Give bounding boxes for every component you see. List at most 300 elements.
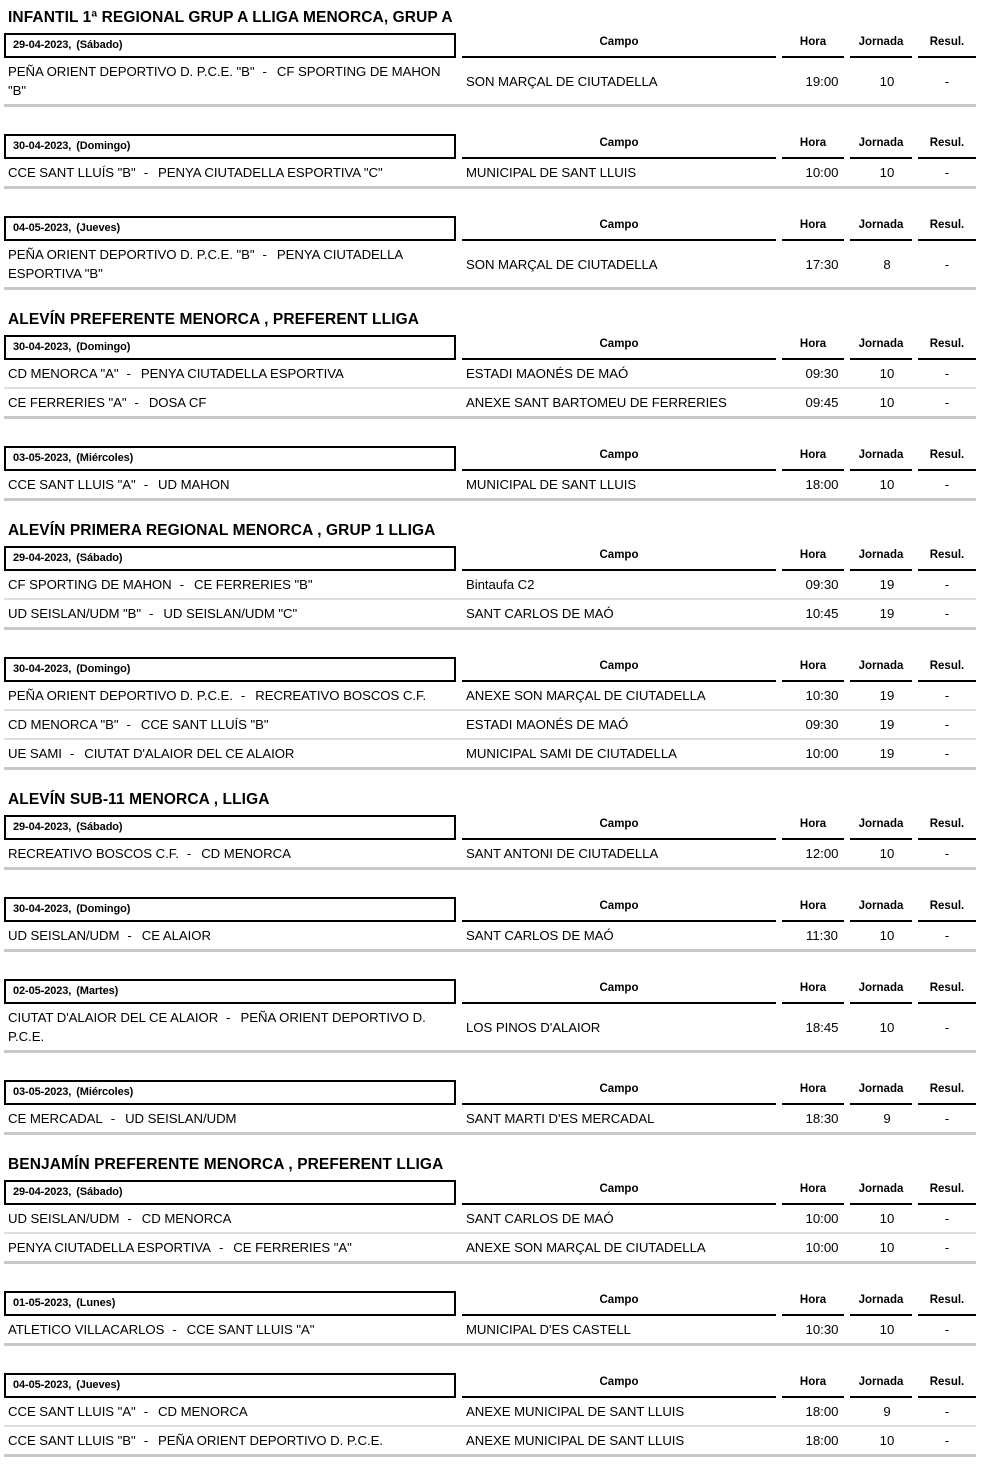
away-team: CD MENORCA [158,1404,248,1419]
away-team: PEÑA ORIENT DEPORTIVO D. P.C.E. [8,1010,426,1044]
versus-separator: - [262,247,267,262]
match-matchday: 9 [883,1111,891,1126]
day-of-week: (Sábado) [76,1186,123,1198]
match-venue: ESTADI MAONÉS DE MAÓ [466,717,629,732]
column-header-campo: Campo [462,897,776,922]
date-label [4,657,456,682]
versus-separator: - [172,1322,177,1337]
column-header-hora: Hora [782,134,844,159]
match-row[interactable] [4,600,976,627]
match-row[interactable] [4,922,976,949]
match-venue: ANEXE MUNICIPAL DE SANT LLUIS [466,1404,685,1419]
column-header-jornada: Jornada [850,815,912,840]
match-venue: SON MARÇAL DE CIUTADELLA [466,256,658,272]
date-block [4,1179,976,1264]
match-teams [4,571,456,598]
date-value: 30-04-2023, [13,663,72,675]
versus-separator: - [69,746,75,761]
column-header-hora: Hora [782,1180,844,1205]
match-venue: ESTADI MAONÉS DE MAÓ [466,366,629,381]
column-header-jornada: Jornada [850,546,912,571]
versus-separator: - [218,1240,224,1255]
match-result: - [944,256,950,272]
column-header-hora: Hora [782,657,844,682]
match-time: 09:45 [805,395,839,410]
away-team: CF SPORTING DE MAHON "B" [8,64,441,98]
match-row[interactable] [4,840,976,867]
day-of-week: (Miércoles) [76,1086,134,1098]
column-header-resul: Resul. [918,1373,976,1398]
day-of-week: (Jueves) [76,222,121,234]
match-venue: SANT MARTI D'ES MERCADAL [466,1111,655,1126]
match-matchday: 9 [883,1404,891,1419]
match-teams [4,600,456,627]
match-teams [4,840,456,867]
block-header [4,1179,976,1205]
away-team: DOSA CF [148,395,207,410]
date-block [4,334,976,419]
versus-separator: - [127,1211,132,1226]
date-block [4,545,976,630]
date-block [4,32,976,107]
match-time: 17:30 [805,256,839,272]
column-header-campo: Campo [462,1373,776,1398]
match-result: - [944,746,950,761]
day-of-week: (Sábado) [76,39,123,51]
block-header [4,1372,976,1398]
match-time: 10:30 [805,1322,839,1337]
match-matchday: 10 [879,1211,895,1226]
day-of-week: (Sábado) [76,821,123,833]
match-venue: SANT CARLOS DE MAÓ [466,606,614,621]
block-header [4,215,976,241]
match-venue: MUNICIPAL DE SANT LLUIS [466,165,637,180]
column-header-resul: Resul. [918,657,976,682]
match-row[interactable] [4,471,976,498]
match-time: 18:00 [805,1433,839,1448]
date-value: 02-05-2023, [13,985,72,997]
match-row[interactable] [4,711,976,740]
match-venue: SANT CARLOS DE MAÓ [466,1211,614,1226]
match-result: - [944,688,950,703]
match-row[interactable] [4,682,976,711]
match-teams [4,711,456,738]
column-header-campo: Campo [462,546,776,571]
date-value: 29-04-2023, [13,39,72,51]
date-label [4,897,456,922]
date-value: 03-05-2023, [13,452,72,464]
away-team: UD SEISLAN/UDM "C" [163,606,298,621]
column-header-hora: Hora [782,1373,844,1398]
match-time: 18:45 [805,1019,839,1035]
versus-separator: - [143,165,149,180]
match-row[interactable] [4,1234,976,1261]
date-label [4,134,456,159]
match-matchday: 19 [879,606,895,621]
day-of-week: (Sábado) [76,552,123,564]
date-label [4,33,456,58]
date-block [4,814,976,870]
column-header-campo: Campo [462,815,776,840]
match-teams [4,1205,456,1232]
day-of-week: (Domingo) [76,663,131,675]
date-block [4,896,976,952]
versus-separator: - [262,64,267,79]
match-matchday: 10 [879,1322,895,1337]
away-team: CCE SANT LLUÍS "B" [140,717,269,732]
match-time: 18:00 [805,1404,839,1419]
home-team: UE SAMI [8,746,62,761]
date-block [4,133,976,189]
away-team: CE FERRERIES "A" [233,1240,352,1255]
column-header-resul: Resul. [918,134,976,159]
date-block [4,215,976,290]
date-label [4,979,456,1004]
match-time: 10:00 [805,1211,839,1226]
date-block [4,1290,976,1346]
column-header-campo: Campo [462,33,776,58]
versus-separator: - [110,1111,116,1126]
match-row[interactable] [4,58,976,104]
match-result: - [944,606,950,621]
match-matchday: 19 [879,746,895,761]
home-team: CCE SANT LLUIS "A" [8,1404,136,1419]
column-header-jornada: Jornada [850,1180,912,1205]
match-teams [4,159,456,186]
match-row[interactable] [4,1105,976,1132]
block-header [4,1290,976,1316]
date-value: 04-05-2023, [13,1379,72,1391]
versus-separator: - [126,366,131,381]
match-matchday: 10 [879,1019,895,1035]
away-team: CE FERRERIES "B" [193,577,313,592]
competition-section [4,1149,976,1457]
column-header-resul: Resul. [918,546,976,571]
column-header-resul: Resul. [918,216,976,241]
match-row[interactable] [4,1004,976,1050]
match-result: - [944,1111,950,1126]
date-value: 30-04-2023, [13,903,72,915]
match-result: - [944,1240,950,1255]
match-row[interactable] [4,159,976,186]
home-team: UD SEISLAN/UDM [8,1211,120,1226]
away-team: CE ALAIOR [141,928,211,943]
date-label [4,1080,456,1105]
day-of-week: (Domingo) [76,341,131,353]
column-header-jornada: Jornada [850,1373,912,1398]
column-header-resul: Resul. [918,979,976,1004]
match-venue: MUNICIPAL D'ES CASTELL [466,1322,631,1337]
column-header-hora: Hora [782,546,844,571]
match-time: 12:00 [805,846,839,861]
column-header-hora: Hora [782,216,844,241]
away-team: PENYA CIUTADELLA ESPORTIVA [140,366,344,381]
match-row[interactable] [4,740,976,767]
date-block [4,1372,976,1457]
block-header [4,334,976,360]
column-header-hora: Hora [782,446,844,471]
match-result: - [944,477,950,492]
column-header-resul: Resul. [918,335,976,360]
home-team: CCE SANT LLUÍS "B" [8,165,136,180]
column-header-jornada: Jornada [850,216,912,241]
match-time: 19:00 [805,73,839,89]
column-header-resul: Resul. [918,446,976,471]
date-value: 30-04-2023, [13,341,72,353]
home-team: PEÑA ORIENT DEPORTIVO D. P.C.E. "B" [8,64,255,79]
versus-separator: - [186,846,192,861]
match-result: - [944,1019,950,1035]
match-result: - [944,577,950,592]
date-label [4,815,456,840]
column-header-hora: Hora [782,1291,844,1316]
column-header-jornada: Jornada [850,979,912,1004]
column-header-hora: Hora [782,897,844,922]
match-venue: MUNICIPAL SAMI DE CIUTADELLA [466,746,677,761]
match-time: 10:00 [805,165,839,180]
match-teams [4,1316,456,1343]
match-matchday: 19 [879,717,895,732]
match-time: 09:30 [805,366,839,381]
column-header-hora: Hora [782,335,844,360]
home-team: CE FERRERIES "A" [8,395,127,410]
match-teams [4,360,456,387]
match-teams [4,740,456,767]
block-header [4,978,976,1004]
competition-section [4,6,976,290]
match-teams [4,58,456,104]
away-team: PEÑA ORIENT DEPORTIVO D. P.C.E. [158,1433,383,1448]
block-header [4,1079,976,1105]
versus-separator: - [240,688,246,703]
away-team: RECREATIVO BOSCOS C.F. [255,688,427,703]
competition-section [4,784,976,1135]
match-venue: SANT CARLOS DE MAÓ [466,928,614,943]
column-header-resul: Resul. [918,815,976,840]
date-block [4,445,976,501]
versus-separator: - [134,395,139,410]
day-of-week: (Lunes) [76,1297,116,1309]
home-team: CCE SANT LLUIS "B" [8,1433,136,1448]
match-time: 18:30 [805,1111,839,1126]
competition-section [4,304,976,501]
home-team: CD MENORCA "A" [8,366,119,381]
match-matchday: 19 [879,577,895,592]
match-result: - [944,717,950,732]
column-header-campo: Campo [462,1180,776,1205]
match-time: 11:30 [805,928,839,943]
column-header-resul: Resul. [918,897,976,922]
match-row[interactable] [4,571,976,600]
home-team: PENYA CIUTADELLA ESPORTIVA [8,1240,211,1255]
match-row[interactable] [4,1427,976,1454]
match-time: 09:30 [805,577,839,592]
match-matchday: 10 [879,928,895,943]
column-header-resul: Resul. [918,1180,976,1205]
column-header-resul: Resul. [918,33,976,58]
column-header-jornada: Jornada [850,897,912,922]
match-venue: ANEXE SON MARÇAL DE CIUTADELLA [466,1240,706,1255]
date-label [4,1180,456,1205]
home-team: CCE SANT LLUIS "A" [8,477,136,492]
date-block [4,1079,976,1135]
date-label [4,546,456,571]
match-row[interactable] [4,389,976,416]
home-team: CF SPORTING DE MAHON [8,577,172,592]
match-venue: Bintaufa C2 [466,577,535,592]
home-team: RECREATIVO BOSCOS C.F. [8,846,179,861]
match-matchday: 10 [879,846,895,861]
block-header [4,445,976,471]
away-team: PENYA CIUTADELLA ESPORTIVA "B" [8,247,403,281]
match-venue: ANEXE SANT BARTOMEU DE FERRERIES [466,395,727,410]
day-of-week: (Domingo) [76,903,131,915]
column-header-resul: Resul. [918,1291,976,1316]
match-matchday: 19 [879,688,895,703]
column-header-campo: Campo [462,1291,776,1316]
away-team: UD SEISLAN/UDM [125,1111,237,1126]
competition-title: ALEVÍN PREFERENTE MENORCA , PREFERENT LLIGA [8,311,420,328]
match-row[interactable] [4,1316,976,1343]
match-teams [4,1427,456,1454]
home-team: UD SEISLAN/UDM [8,928,120,943]
match-teams [4,471,456,498]
match-venue: ANEXE MUNICIPAL DE SANT LLUIS [466,1433,685,1448]
column-header-campo: Campo [462,657,776,682]
home-team: CE MERCADAL [8,1111,103,1126]
match-result: - [944,846,950,861]
column-header-jornada: Jornada [850,657,912,682]
versus-separator: - [143,1404,149,1419]
date-value: 03-05-2023, [13,1086,72,1098]
match-row[interactable] [4,360,976,389]
date-label [4,1291,456,1316]
match-teams [4,1004,456,1050]
home-team: CD MENORCA "B" [8,717,119,732]
column-header-campo: Campo [462,446,776,471]
match-matchday: 10 [879,165,895,180]
day-of-week: (Jueves) [76,1379,121,1391]
match-teams [4,682,456,709]
home-team: CIUTAT D'ALAIOR DEL CE ALAIOR [8,1010,219,1025]
match-teams [4,1398,456,1425]
versus-separator: - [126,717,131,732]
column-header-jornada: Jornada [850,1080,912,1105]
match-teams [4,922,456,949]
away-team: UD MAHON [158,477,230,492]
column-header-jornada: Jornada [850,335,912,360]
date-block [4,656,976,770]
versus-separator: - [127,928,132,943]
versus-separator: - [226,1010,231,1025]
away-team: CD MENORCA [141,1211,232,1226]
block-header [4,32,976,58]
match-time: 10:45 [805,606,839,621]
date-value: 29-04-2023, [13,821,72,833]
date-value: 30-04-2023, [13,140,72,152]
column-header-campo: Campo [462,1080,776,1105]
match-result: - [944,1211,950,1226]
match-row[interactable] [4,241,976,287]
match-venue: ANEXE SON MARÇAL DE CIUTADELLA [466,688,706,703]
day-of-week: (Domingo) [76,140,131,152]
match-matchday: 10 [879,73,895,89]
column-header-resul: Resul. [918,1080,976,1105]
match-time: 18:00 [805,477,839,492]
match-teams [4,1105,456,1132]
match-matchday: 10 [879,395,895,410]
column-header-jornada: Jornada [850,33,912,58]
away-team: CCE SANT LLUIS "A" [186,1322,315,1337]
column-header-campo: Campo [462,335,776,360]
match-time: 10:00 [805,1240,839,1255]
versus-separator: - [149,606,154,621]
date-block [4,978,976,1053]
away-team: PENYA CIUTADELLA ESPORTIVA "C" [158,165,383,180]
match-matchday: 10 [879,1433,895,1448]
date-label [4,216,456,241]
home-team: UD SEISLAN/UDM "B" [8,606,142,621]
column-header-campo: Campo [462,216,776,241]
match-result: - [944,1433,950,1448]
day-of-week: (Martes) [76,985,119,997]
column-header-jornada: Jornada [850,446,912,471]
date-value: 01-05-2023, [13,1297,72,1309]
match-teams [4,389,456,416]
column-header-campo: Campo [462,979,776,1004]
match-matchday: 8 [883,256,891,272]
away-team: CD MENORCA [201,846,291,861]
column-header-hora: Hora [782,815,844,840]
column-header-hora: Hora [782,1080,844,1105]
home-team: ATLETICO VILLACARLOS [8,1322,165,1337]
match-row[interactable] [4,1205,976,1234]
match-time: 09:30 [805,717,839,732]
match-venue: MUNICIPAL DE SANT LLUIS [466,477,637,492]
match-venue: LOS PINOS D'ALAIOR [466,1019,601,1035]
column-header-jornada: Jornada [850,1291,912,1316]
competition-title: ALEVÍN PRIMERA REGIONAL MENORCA , GRUP 1 LLIGA [8,522,436,539]
match-teams [4,1234,456,1261]
match-venue: SON MARÇAL DE CIUTADELLA [466,73,658,89]
block-header [4,545,976,571]
block-header [4,656,976,682]
match-result: - [944,165,950,180]
competition-title: INFANTIL 1ª REGIONAL GRUP A LLIGA MENORCA, GRUP A [8,9,453,26]
column-header-hora: Hora [782,979,844,1004]
match-row[interactable] [4,1398,976,1427]
block-header [4,133,976,159]
column-header-hora: Hora [782,33,844,58]
match-result: - [944,1404,950,1419]
home-team: PEÑA ORIENT DEPORTIVO D. P.C.E. [8,688,233,703]
date-value: 29-04-2023, [13,1186,72,1198]
match-result: - [944,928,950,943]
match-matchday: 10 [879,366,895,381]
versus-separator: - [143,1433,149,1448]
match-time: 10:30 [805,688,839,703]
date-label [4,1373,456,1398]
match-result: - [944,395,950,410]
competition-title: ALEVÍN SUB-11 MENORCA , LLIGA [8,791,270,808]
match-result: - [944,73,950,89]
date-value: 29-04-2023, [13,552,72,564]
block-header [4,814,976,840]
match-time: 10:00 [805,746,839,761]
date-label [4,335,456,360]
competition-title: BENJAMÍN PREFERENTE MENORCA , PREFERENT LLIGA [8,1156,444,1173]
match-matchday: 10 [879,477,895,492]
